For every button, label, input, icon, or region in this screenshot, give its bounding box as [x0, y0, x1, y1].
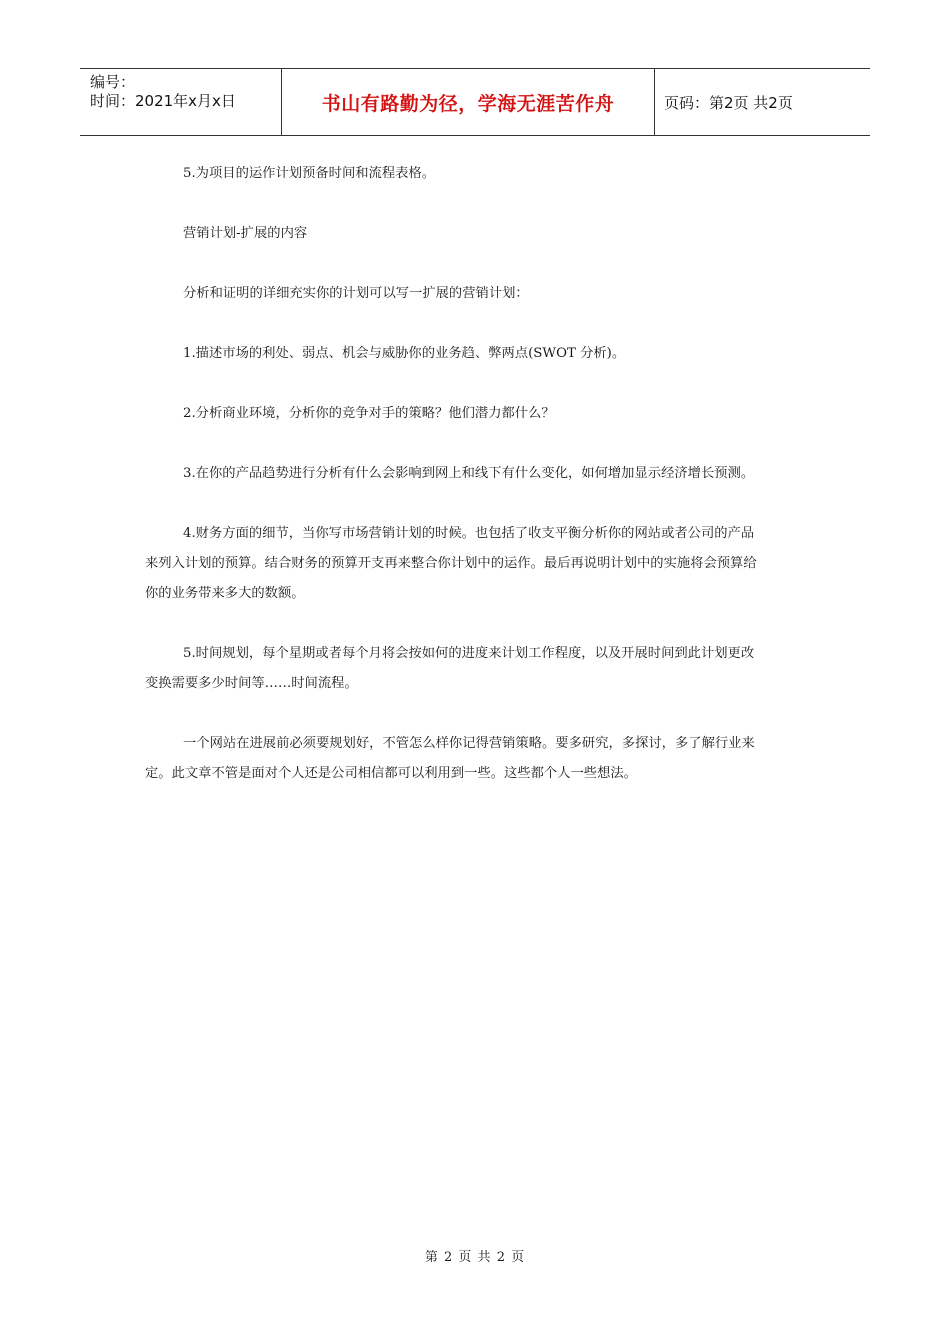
body-paragraph	[145, 399, 810, 429]
body-paragraph	[145, 159, 810, 189]
paragraph-line: 分析和证明的详细充实你的计划可以写一扩展的营销计划：	[183, 286, 529, 301]
body-paragraph	[145, 639, 810, 699]
paragraph-line: 3.在你的产品趋势进行分析有什么会影响到网上和线下有什么变化，如何增加显示经济增长预测。	[183, 466, 755, 481]
body-paragraph	[145, 339, 810, 369]
header-page-info: 页码：第2页 共2页	[664, 93, 793, 112]
paragraph-line: 定。此文章不管是面对个人还是公司相信都可以利用到一些。这些都个人一些想法。	[145, 766, 637, 781]
paragraph-line: 1.描述市场的利处、弱点、机会与威胁你的业务趋、弊两点(SWOT 分析)。	[183, 346, 626, 361]
paragraph-line: 5.为项目的运作计划预备时间和流程表格。	[183, 166, 436, 181]
header-motto: 书山有路勤为径，学海无涯苦作舟	[321, 92, 615, 115]
paragraph-line: 营销计划-扩展的内容	[183, 226, 308, 241]
body-paragraph	[145, 729, 810, 789]
document-number-label: 编号：	[90, 73, 136, 91]
header-divider-right	[654, 69, 655, 135]
paragraph-line: 4.财务方面的细节，当你写市场营销计划的时候。也包括了收支平衡分析你的网站或者公司的产品	[183, 526, 755, 541]
paragraph-line: 2.分析商业环境，分析你的竞争对手的策略？他们潜力都什么？	[183, 406, 555, 421]
paragraph-line: 来列入计划的预算。结合财务的预算开支再来整合你计划中的运作。最后再说明计划中的实施将会预算给	[145, 556, 757, 571]
body-paragraph	[145, 219, 810, 249]
paragraph-line: 你的业务带来多大的数额。	[145, 586, 305, 601]
body-paragraph	[145, 519, 810, 609]
document-date: 时间：2021年x月x日	[90, 92, 236, 110]
paragraph-line: 5.时间规划，每个星期或者每个月将会按如何的进度来计划工作程度，以及开展时间到此计划更改	[183, 646, 755, 661]
header-meta	[90, 73, 236, 111]
page-footer: 第 2 页 共 2 页	[424, 1250, 526, 1265]
paragraph-line: 变换需要多少时间等……时间流程。	[145, 676, 358, 691]
paragraph-line: 一个网站在进展前必须要规划好，不管怎么样你记得营销策略。要多研究，多探讨，多了解行业来	[183, 736, 755, 751]
body-paragraph	[145, 279, 810, 309]
body-paragraph	[145, 459, 810, 489]
document-body	[145, 159, 810, 819]
page-header	[80, 68, 870, 136]
